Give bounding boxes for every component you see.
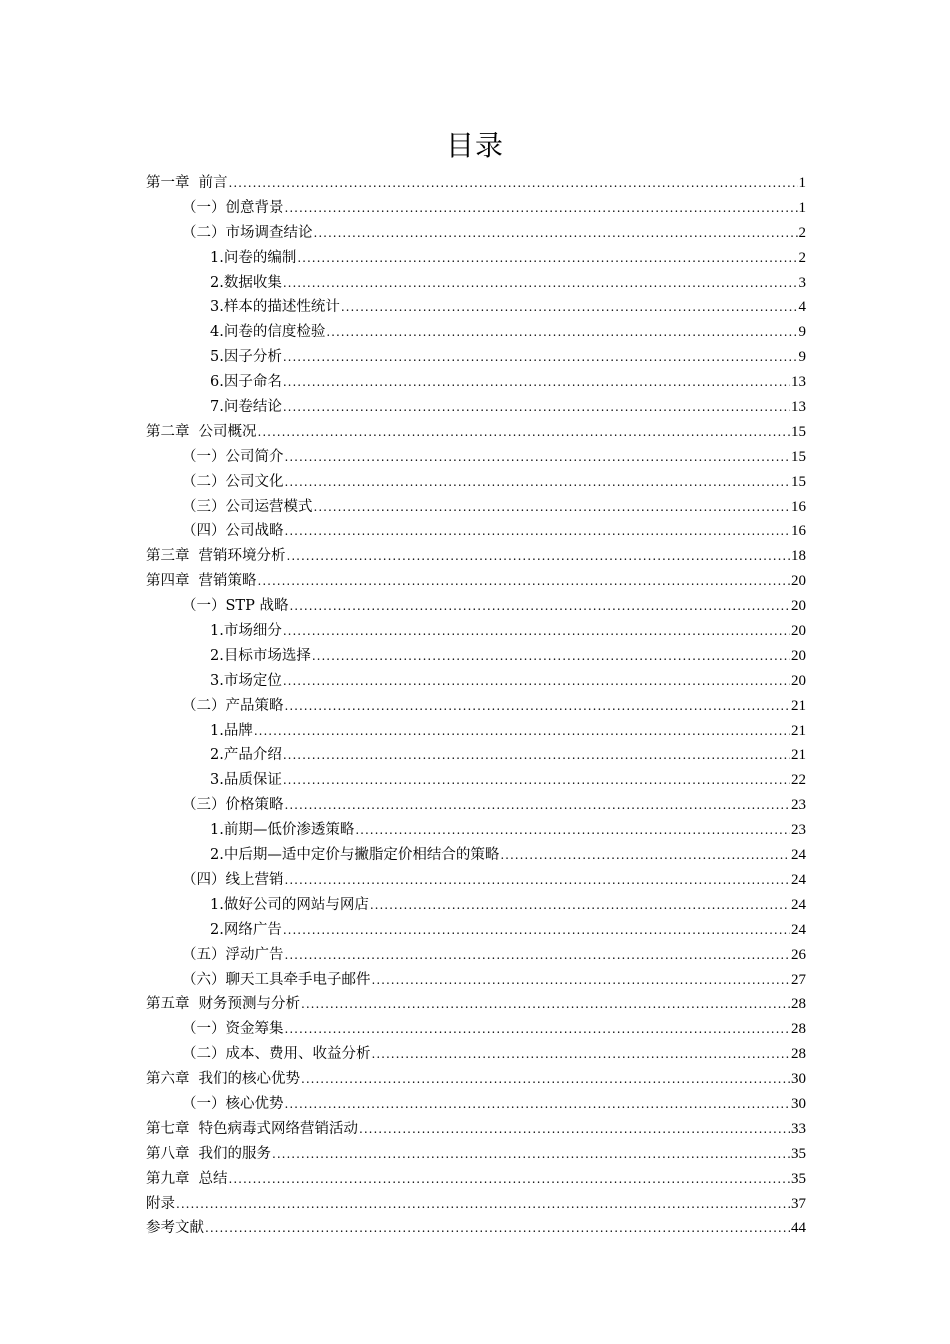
toc-entry-title: [182, 196, 284, 221]
toc-entry-title: [146, 1117, 358, 1142]
toc-entry[interactable]: [146, 1092, 806, 1117]
toc-entry[interactable]: [146, 992, 806, 1017]
toc-entry-text: 1.市场细分: [210, 623, 282, 640]
toc-entry-title: [146, 992, 300, 1017]
toc-entry-text: 4.问卷的信度检验: [210, 324, 326, 341]
toc-entry[interactable]: [146, 619, 806, 644]
toc-page-number: 30: [791, 1095, 806, 1112]
toc-entry-title: [146, 420, 257, 445]
toc-entry-text: 1.做好公司的网站与网店: [210, 896, 369, 913]
toc-entry-text: 前言: [198, 175, 228, 191]
toc-entry-title: [210, 893, 369, 918]
toc-entry-text: 总结: [198, 1170, 228, 1187]
toc-entry-text: 参考文献: [146, 1220, 204, 1237]
toc-page-number: 3: [798, 274, 806, 291]
toc-entry-title: [182, 868, 284, 893]
toc-entry-text: 2.网络广告: [210, 921, 282, 938]
toc-page-number: 23: [791, 797, 806, 814]
toc-entry-title: [182, 221, 313, 246]
toc-entry-title: [146, 1167, 228, 1192]
toc-entry-text: 2.数据收集: [210, 274, 282, 291]
toc-entry-text: 6.因子命名: [210, 374, 282, 391]
toc-entry-title: [210, 295, 340, 320]
dot-leader: [285, 470, 791, 495]
toc-entry-text: 附录: [146, 1195, 175, 1212]
toc-entry-text: 2.目标市场选择: [210, 647, 311, 664]
toc-entry-text: 2.产品介绍: [210, 747, 282, 764]
toc-entry[interactable]: [146, 669, 806, 694]
toc-entry[interactable]: [146, 1067, 806, 1092]
toc-page-number: 9: [798, 349, 806, 366]
toc-page-number: 21: [791, 747, 806, 764]
toc-entry-text: （二）市场调查结论: [182, 224, 313, 241]
toc-entry-title: [210, 271, 282, 296]
toc-entry-text: （一）资金筹集: [182, 1021, 284, 1038]
toc-page-number: 33: [791, 1120, 806, 1137]
toc-page-number: 4: [798, 299, 806, 316]
toc-entry[interactable]: [146, 370, 806, 395]
toc-entry-text: （二）成本、费用、收益分析: [182, 1046, 371, 1063]
toc-entry-text: （一）公司简介: [182, 448, 284, 465]
toc-page-number: 16: [791, 523, 806, 540]
toc-entry-title: [210, 370, 282, 395]
toc-chapter-label: 第九章: [146, 1170, 190, 1187]
dot-leader: [229, 171, 798, 196]
toc-entry[interactable]: [146, 171, 806, 196]
toc-entry-title: [182, 470, 284, 495]
toc-entry-title: [182, 1042, 371, 1067]
toc-page-number: 1: [798, 175, 806, 191]
toc-entry-title: [210, 818, 354, 843]
dot-leader: [301, 992, 790, 1017]
toc-entry[interactable]: [146, 519, 806, 544]
dot-leader: [370, 893, 790, 918]
toc-entry-text: 我们的服务: [198, 1145, 271, 1162]
toc-page-number: 1: [798, 199, 806, 216]
dot-leader: [285, 694, 791, 719]
toc-page-number: 21: [791, 722, 806, 739]
toc-entry-title: [182, 968, 371, 993]
toc-entry-text: （一）核心优势: [182, 1095, 284, 1112]
dot-leader: [341, 295, 798, 320]
toc-entry[interactable]: [146, 793, 806, 818]
toc-entry[interactable]: [146, 1192, 806, 1217]
dot-leader: [289, 594, 790, 619]
toc-page-number: 20: [791, 573, 806, 590]
toc-entry-title: [210, 743, 282, 768]
toc-entry-text: （一）创意背景: [182, 199, 284, 216]
toc-page-number: 15: [791, 473, 806, 490]
toc-entry-title: [210, 619, 282, 644]
toc-entry-title: [210, 320, 325, 345]
toc-entry-text: 3.样本的描述性统计: [210, 299, 340, 316]
toc-page-number: 13: [791, 374, 806, 391]
toc-page-number: 28: [791, 1021, 806, 1038]
toc-entry-title: [146, 171, 228, 196]
dot-leader: [326, 320, 797, 345]
toc-entry-text: 1.前期—低价渗透策略: [210, 822, 355, 839]
toc-page-number: 35: [791, 1145, 806, 1162]
toc-chapter-label: 第八章: [146, 1145, 190, 1162]
toc-entry-text: （二）公司文化: [182, 473, 284, 490]
dot-leader: [283, 768, 790, 793]
toc-entry-text: 公司概况: [198, 423, 257, 440]
toc-entry[interactable]: [146, 470, 806, 495]
toc-entry-title: [210, 644, 311, 669]
dot-leader: [283, 619, 790, 644]
toc-entry[interactable]: [146, 271, 806, 296]
toc-entry-title: [182, 594, 288, 619]
toc-entry-text: 1.品牌: [210, 722, 253, 739]
toc-page-number: 30: [791, 1071, 806, 1088]
toc-entry-title: [146, 1067, 300, 1092]
toc-entry[interactable]: [146, 1216, 806, 1241]
dot-leader: [314, 221, 798, 246]
toc-page-number: 9: [798, 324, 806, 341]
toc-entry-text: （四）公司战略: [182, 523, 284, 540]
toc-entry-title: [210, 345, 282, 370]
dot-leader: [283, 370, 790, 395]
toc-entry[interactable]: [146, 295, 806, 320]
toc-entry[interactable]: [146, 868, 806, 893]
toc-chapter-label: 第一章: [146, 175, 190, 191]
toc-entry[interactable]: [146, 1167, 806, 1192]
dot-leader: [254, 719, 790, 744]
toc-entry-text: 营销环境分析: [198, 548, 286, 565]
toc-entry-title: [210, 395, 282, 420]
dot-leader: [283, 743, 790, 768]
toc-entry-title: [146, 1142, 271, 1167]
table-of-contents: [146, 171, 806, 1241]
toc-page-number: 28: [791, 1046, 806, 1063]
dot-leader: [359, 1117, 790, 1142]
toc-entry-text: 3.市场定位: [210, 672, 282, 689]
dot-leader: [500, 843, 790, 868]
dot-leader: [355, 818, 790, 843]
toc-page-number: 24: [791, 896, 806, 913]
toc-entry[interactable]: [146, 694, 806, 719]
toc-page-number: 2: [798, 249, 806, 266]
dot-leader: [285, 793, 791, 818]
toc-entry-text: （六）聊天工具牵手电子邮件: [182, 971, 371, 988]
dot-leader: [283, 395, 790, 420]
toc-page-number: 21: [791, 697, 806, 714]
toc-page-number: 24: [791, 847, 806, 864]
toc-entry-text: 1.问卷的编制: [210, 249, 297, 266]
toc-entry-text: 7.问卷结论: [210, 399, 282, 416]
dot-leader: [285, 445, 791, 470]
toc-page-number: 13: [791, 399, 806, 416]
dot-leader: [272, 1142, 790, 1167]
toc-entry[interactable]: [146, 246, 806, 271]
toc-entry-text: 5.因子分析: [210, 349, 282, 366]
toc-entry-text: 财务预测与分析: [198, 996, 300, 1013]
toc-entry-text: 2.中后期—适中定价与撇脂定价相结合的策略: [210, 847, 500, 864]
toc-page-number: 15: [791, 423, 806, 440]
toc-page-number: 20: [791, 623, 806, 640]
toc-entry-title: [210, 669, 282, 694]
toc-chapter-label: 第七章: [146, 1120, 190, 1137]
dot-leader: [283, 669, 790, 694]
toc-entry[interactable]: [146, 1142, 806, 1167]
dot-leader: [372, 968, 791, 993]
toc-entry[interactable]: [146, 445, 806, 470]
dot-leader: [258, 420, 791, 445]
toc-entry[interactable]: [146, 768, 806, 793]
dot-leader: [283, 918, 790, 943]
toc-entry-title: [210, 843, 499, 868]
dot-leader: [283, 271, 798, 296]
toc-entry-title: [182, 793, 284, 818]
toc-entry[interactable]: [146, 943, 806, 968]
toc-entry[interactable]: [146, 221, 806, 246]
toc-entry[interactable]: [146, 818, 806, 843]
toc-entry-title: [210, 918, 282, 943]
toc-chapter-label: 第六章: [146, 1071, 190, 1088]
toc-entry[interactable]: [146, 644, 806, 669]
dot-leader: [301, 1067, 790, 1092]
toc-page-number: 27: [791, 971, 806, 988]
toc-entry-title: [146, 1216, 204, 1241]
toc-entry-title: [182, 694, 284, 719]
toc-entry[interactable]: [146, 320, 806, 345]
toc-chapter-label: 第二章: [146, 423, 190, 440]
toc-entry[interactable]: [146, 420, 806, 445]
toc-entry-title: [182, 943, 284, 968]
dot-leader: [285, 1092, 791, 1117]
toc-chapter-label: 第五章: [146, 996, 190, 1013]
dot-leader: [258, 569, 791, 594]
toc-entry[interactable]: [146, 395, 806, 420]
toc-entry-text: （三）公司运营模式: [182, 498, 313, 515]
dot-leader: [372, 1042, 791, 1067]
toc-page-number: 28: [791, 996, 806, 1013]
dot-leader: [285, 943, 791, 968]
dot-leader: [285, 196, 798, 221]
toc-page-number: 22: [791, 772, 806, 789]
toc-entry[interactable]: [146, 743, 806, 768]
toc-entry-text: （五）浮动广告: [182, 946, 284, 963]
toc-page-number: 24: [791, 921, 806, 938]
toc-entry-title: [210, 768, 282, 793]
toc-entry-title: [146, 544, 286, 569]
toc-entry[interactable]: [146, 196, 806, 221]
dot-leader: [285, 1017, 791, 1042]
toc-entry-title: [146, 1192, 175, 1217]
page-title: 目录: [445, 129, 504, 162]
toc-page-number: 26: [791, 946, 806, 963]
toc-entry-text: 营销策略: [198, 573, 257, 590]
toc-page-number: 20: [791, 598, 806, 615]
toc-entry-text: 特色病毒式网络营销活动: [198, 1120, 358, 1137]
dot-leader: [229, 1167, 791, 1192]
dot-leader: [285, 868, 791, 893]
toc-entry-text: （二）产品策略: [182, 697, 284, 714]
dot-leader: [205, 1216, 790, 1241]
toc-entry-title: [182, 495, 313, 520]
toc-page-number: 23: [791, 822, 806, 839]
toc-page-number: 24: [791, 871, 806, 888]
toc-entry[interactable]: [146, 569, 806, 594]
toc-entry-text: 3.品质保证: [210, 772, 282, 789]
toc-entry-text: （三）价格策略: [182, 797, 284, 814]
toc-page-number: 20: [791, 672, 806, 689]
toc-entry[interactable]: [146, 968, 806, 993]
toc-entry[interactable]: [146, 843, 806, 868]
toc-entry[interactable]: [146, 495, 806, 520]
dot-leader: [176, 1192, 790, 1217]
toc-entry-title: [210, 246, 296, 271]
toc-page-number: 44: [791, 1220, 806, 1237]
toc-page-number: 18: [791, 548, 806, 565]
toc-entry[interactable]: [146, 1042, 806, 1067]
dot-leader: [283, 345, 798, 370]
toc-entry[interactable]: [146, 544, 806, 569]
toc-entry-text: （四）线上营销: [182, 871, 284, 888]
toc-entry[interactable]: [146, 1117, 806, 1142]
dot-leader: [312, 644, 790, 669]
toc-entry-title: [182, 1017, 284, 1042]
toc-entry-title: [182, 1092, 284, 1117]
toc-page-number: 16: [791, 498, 806, 515]
toc-page-number: 20: [791, 647, 806, 664]
toc-entry[interactable]: [146, 1017, 806, 1042]
dot-leader: [297, 246, 797, 271]
toc-page-number: 2: [798, 224, 806, 241]
toc-page-number: 15: [791, 448, 806, 465]
toc-entry-title: [182, 519, 284, 544]
toc-entry[interactable]: [146, 719, 806, 744]
toc-entry-text: （一）STP 战略: [182, 598, 289, 615]
dot-leader: [314, 495, 791, 520]
toc-chapter-label: 第四章: [146, 573, 190, 590]
dot-leader: [287, 544, 791, 569]
toc-entry-title: [182, 445, 284, 470]
toc-entry-title: [146, 569, 257, 594]
dot-leader: [285, 519, 791, 544]
toc-page-number: 35: [791, 1170, 806, 1187]
toc-entry[interactable]: [146, 893, 806, 918]
toc-page-number: 37: [791, 1195, 806, 1212]
toc-entry[interactable]: [146, 594, 806, 619]
toc-entry[interactable]: [146, 345, 806, 370]
toc-entry-text: 我们的核心优势: [198, 1071, 300, 1088]
toc-entry-title: [210, 719, 253, 744]
toc-entry[interactable]: [146, 918, 806, 943]
toc-chapter-label: 第三章: [146, 548, 190, 565]
